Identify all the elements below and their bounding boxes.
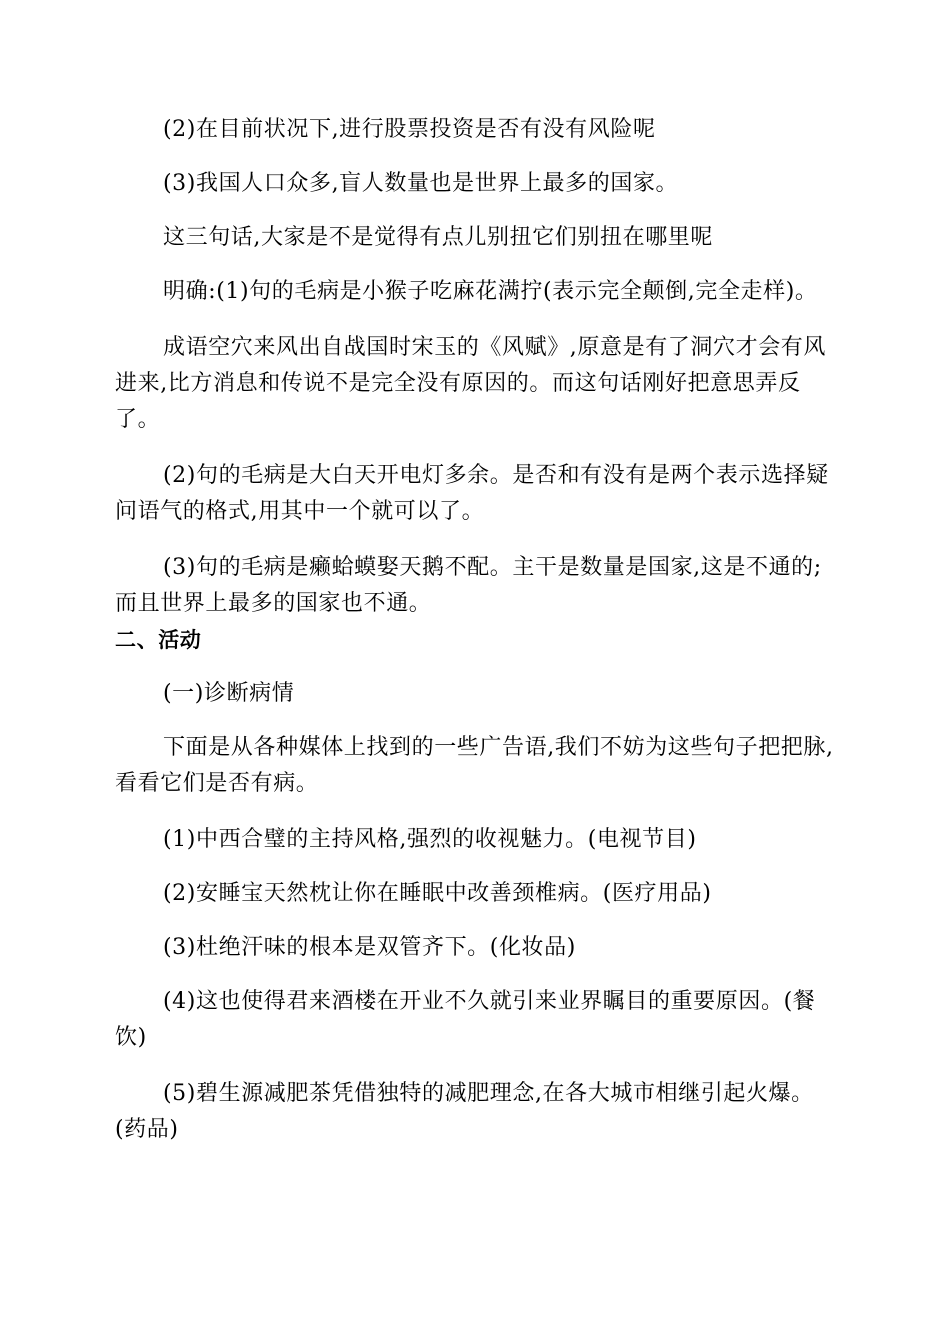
paragraph-stock-sentence: (2)在目前状况下,进行股票投资是否有没有风险呢: [163, 117, 656, 142]
document-body: [115, 112, 835, 1148]
ad-item-5: (5)碧生源减肥茶凭借独特的减肥理念,在各大城市相继引起火爆。(药品): [115, 1081, 814, 1142]
subsection-title: (一)诊断病情: [163, 681, 295, 706]
paragraph-clarify-3: (3)句的毛病是癞蛤蟆娶天鹅不配。主干是数量是国家,这是不通的;而且世界上最多的国家也不通。: [115, 555, 822, 616]
ad-item-2: (2)安睡宝天然枕让你在睡眠中改善颈椎病。(医疗用品): [163, 881, 712, 906]
paragraph-clarify-2: (2)句的毛病是大白天开电灯多余。是否和有没有是两个表示选择疑问语气的格式,用其中一个就可以了。: [115, 463, 829, 524]
ad-item-4: (4)这也使得君来酒楼在开业不久就引来业界瞩目的重要原因。(餐饮): [115, 989, 816, 1050]
section-heading: 二、活动: [115, 628, 202, 652]
paragraph-blind-sentence: (3)我国人口众多,盲人数量也是世界上最多的国家。: [163, 171, 679, 196]
paragraph-idiom-explanation: 成语空穴来风出自战国时宋玉的《风赋》,原意是有了洞穴才会有风进来,比方消息和传说不是完全没有原因的。而这句话刚好把意思弄反了。: [115, 335, 826, 432]
paragraph-clarify-1: 明确:(1)句的毛病是小猴子吃麻花满拧(表示完全颠倒,完全走样)。: [163, 279, 818, 304]
paragraph-question: 这三句话,大家是不是觉得有点儿别扭它们别扭在哪里呢: [163, 225, 713, 250]
ad-item-3: (3)杜绝汗味的根本是双管齐下。(化妆品): [163, 935, 576, 960]
intro-paragraph: 下面是从各种媒体上找到的一些广告语,我们不妨为这些句子把把脉,看看它们是否有病。: [115, 735, 834, 796]
ad-item-1: (1)中西合璧的主持风格,强烈的收视魅力。(电视节目): [163, 827, 697, 852]
